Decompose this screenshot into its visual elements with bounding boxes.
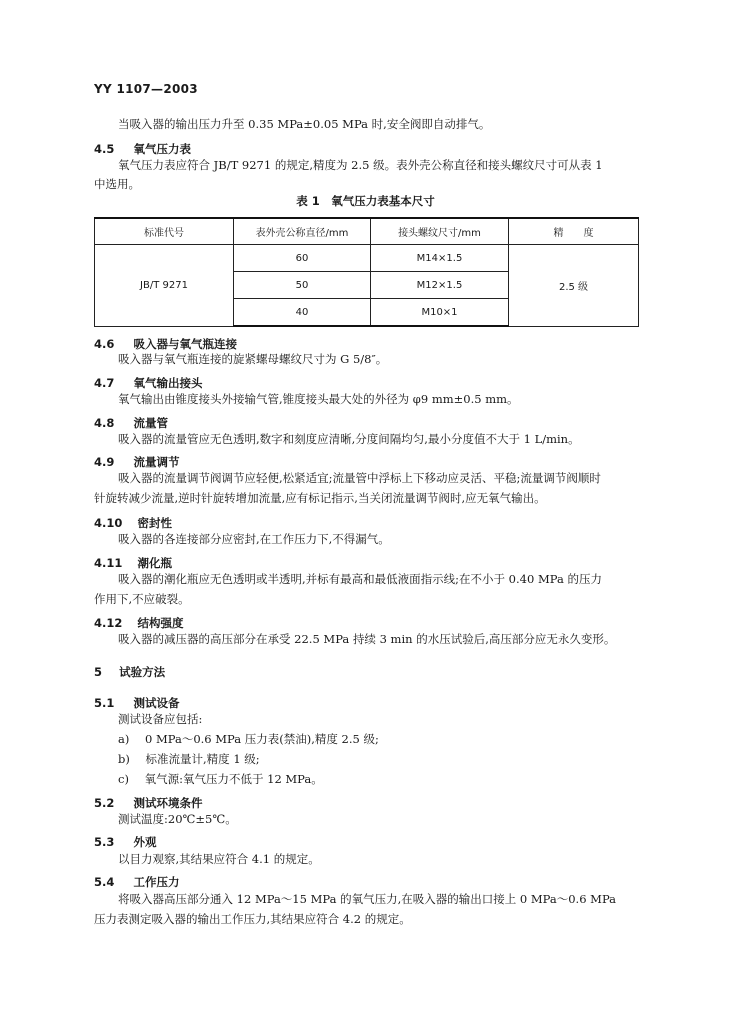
section-title: 工作压力 bbox=[133, 875, 180, 889]
paragraph-5-2: 测试温度:20℃±5℃。 bbox=[118, 812, 237, 826]
section-number: 5.4 bbox=[94, 875, 115, 889]
section-number: 4.11 bbox=[94, 556, 123, 570]
section-title: 吸入器与氧气瓶连接 bbox=[133, 337, 237, 351]
section-4-11-heading bbox=[94, 552, 172, 571]
section-4-9-heading bbox=[94, 451, 179, 470]
paragraph-4-5-line2: 中选用。 bbox=[94, 177, 140, 191]
section-title: 氧气压力表 bbox=[133, 142, 191, 156]
section-number: 4.12 bbox=[94, 616, 123, 630]
paragraph-5-4-line1: 将吸入器高压部分通入 12 MPa～15 MPa 的氧气压力,在吸入器的输出口接上 0 MPa～0.6 MPa bbox=[118, 892, 617, 906]
pressure-gauge-table bbox=[94, 217, 639, 327]
section-title: 外观 bbox=[133, 835, 157, 849]
table-caption: 表 1 氧气压力表基本尺寸 bbox=[296, 194, 435, 208]
list-text: 0 MPa～0.6 MPa 压力表(禁油),精度 2.5 级; bbox=[145, 732, 379, 746]
paragraph-4-5-line1: 氧气压力表应符合 JB/T 9271 的规定,精度为 2.5 级。表外壳公称直径和接头螺纹尺寸可从表 1 bbox=[118, 158, 603, 172]
section-4-8-heading bbox=[94, 412, 168, 431]
section-title: 流量调节 bbox=[133, 455, 180, 469]
list-text: 标准流量计,精度 1 级; bbox=[145, 752, 260, 766]
paragraph-5-4-line2: 压力表测定吸入器的输出工作压力,其结果应符合 4.2 的规定。 bbox=[94, 912, 411, 926]
section-number: 4.10 bbox=[94, 516, 123, 530]
section-5-4-heading bbox=[94, 871, 179, 890]
list-marker: a) bbox=[118, 732, 130, 746]
chapter-5-heading bbox=[94, 661, 165, 680]
thread-cell: M14×1.5 bbox=[371, 245, 509, 272]
paragraph-4-6: 吸入器与氧气瓶连接的旋紧螺母螺纹尺寸为 G 5/8″。 bbox=[118, 352, 388, 366]
table-header-cell: 接头螺纹尺寸/mm bbox=[371, 218, 509, 245]
section-title: 测试环境条件 bbox=[133, 796, 203, 810]
table-header-cell: 精 度 bbox=[509, 218, 639, 245]
section-title: 结构强度 bbox=[137, 616, 184, 630]
paragraph-5-3: 以目力观察,其结果应符合 4.1 的规定。 bbox=[118, 852, 320, 866]
section-number: 4.9 bbox=[94, 455, 115, 469]
paragraph-4-10: 吸入器的各连接部分应密封,在工作压力下,不得漏气。 bbox=[118, 532, 390, 546]
section-number: 5.3 bbox=[94, 835, 115, 849]
section-4-6-heading bbox=[94, 333, 237, 352]
section-5-2-heading bbox=[94, 792, 202, 811]
section-title: 流量管 bbox=[133, 416, 168, 430]
list-marker: c) bbox=[118, 772, 129, 786]
section-4-7-heading bbox=[94, 372, 202, 391]
accuracy-cell: 2.5 级 bbox=[509, 245, 639, 327]
paragraph-4-9-line1: 吸入器的流量调节阀调节应轻便,松紧适宜;流量管中浮标上下移动应灵活、平稳;流量调节阀顺时 bbox=[118, 471, 601, 485]
list-marker: b) bbox=[118, 752, 130, 766]
diameter-cell: 60 bbox=[234, 245, 371, 272]
paragraph-4-8: 吸入器的流量管应无色透明,数字和刻度应清晰,分度间隔均匀,最小分度值不大于 1 L/min。 bbox=[118, 432, 580, 446]
paragraph-4-11-line1: 吸入器的潮化瓶应无色透明或半透明,并标有最高和最低液面指示线;在不小于 0.40 MPa 的压力 bbox=[118, 572, 602, 586]
paragraph-safety-valve: 当吸入器的输出压力升至 0.35 MPa±0.05 MPa 时,安全阀即自动排气。 bbox=[118, 117, 491, 131]
table-header-cell: 表外壳公称直径/mm bbox=[234, 218, 371, 245]
paragraph-5-1: 测试设备应包括: bbox=[118, 712, 203, 726]
section-title: 试验方法 bbox=[119, 665, 166, 679]
section-4-12-heading bbox=[94, 612, 183, 631]
section-number: 4.5 bbox=[94, 142, 115, 156]
section-title: 氧气输出接头 bbox=[133, 376, 203, 390]
section-title: 密封性 bbox=[137, 516, 172, 530]
table-row bbox=[95, 245, 639, 272]
paragraph-4-11-line2: 作用下,不应破裂。 bbox=[94, 592, 190, 606]
diameter-cell: 50 bbox=[234, 272, 371, 299]
thread-cell: M10×1 bbox=[371, 299, 509, 327]
section-4-10-heading bbox=[94, 512, 172, 531]
paragraph-4-9-line2: 针旋转减少流量,逆时针旋转增加流量,应有标记指示,当关闭流量调节阀时,应无氧气输出。 bbox=[94, 491, 546, 505]
section-number: 5.2 bbox=[94, 796, 115, 810]
table-header-row bbox=[95, 218, 639, 245]
standard-code-cell: JB/T 9271 bbox=[95, 245, 234, 327]
list-item bbox=[118, 771, 323, 787]
section-number: 5.1 bbox=[94, 696, 115, 710]
section-5-1-heading bbox=[94, 692, 179, 711]
list-item bbox=[118, 751, 260, 767]
list-text: 氧气源:氧气压力不低于 12 MPa。 bbox=[144, 772, 323, 786]
paragraph-4-12: 吸入器的减压器的高压部分在承受 22.5 MPa 持续 3 min 的水压试验后,高压部分应无永久变形。 bbox=[118, 632, 616, 646]
diameter-cell: 40 bbox=[234, 299, 371, 327]
thread-cell: M12×1.5 bbox=[371, 272, 509, 299]
section-5-3-heading bbox=[94, 831, 156, 850]
list-item bbox=[118, 731, 379, 747]
section-number: 4.8 bbox=[94, 416, 115, 430]
section-title: 潮化瓶 bbox=[137, 556, 172, 570]
section-number: 4.7 bbox=[94, 376, 115, 390]
table-header-cell: 标准代号 bbox=[95, 218, 234, 245]
section-title: 测试设备 bbox=[133, 696, 180, 710]
paragraph-4-7: 氧气输出由锥度接头外接输气管,锥度接头最大处的外径为 φ9 mm±0.5 mm。 bbox=[118, 392, 519, 406]
section-4-5-heading bbox=[94, 138, 191, 157]
standard-code-header: YY 1107—2003 bbox=[94, 82, 198, 96]
section-number: 4.6 bbox=[94, 337, 115, 351]
section-number: 5 bbox=[94, 665, 103, 679]
